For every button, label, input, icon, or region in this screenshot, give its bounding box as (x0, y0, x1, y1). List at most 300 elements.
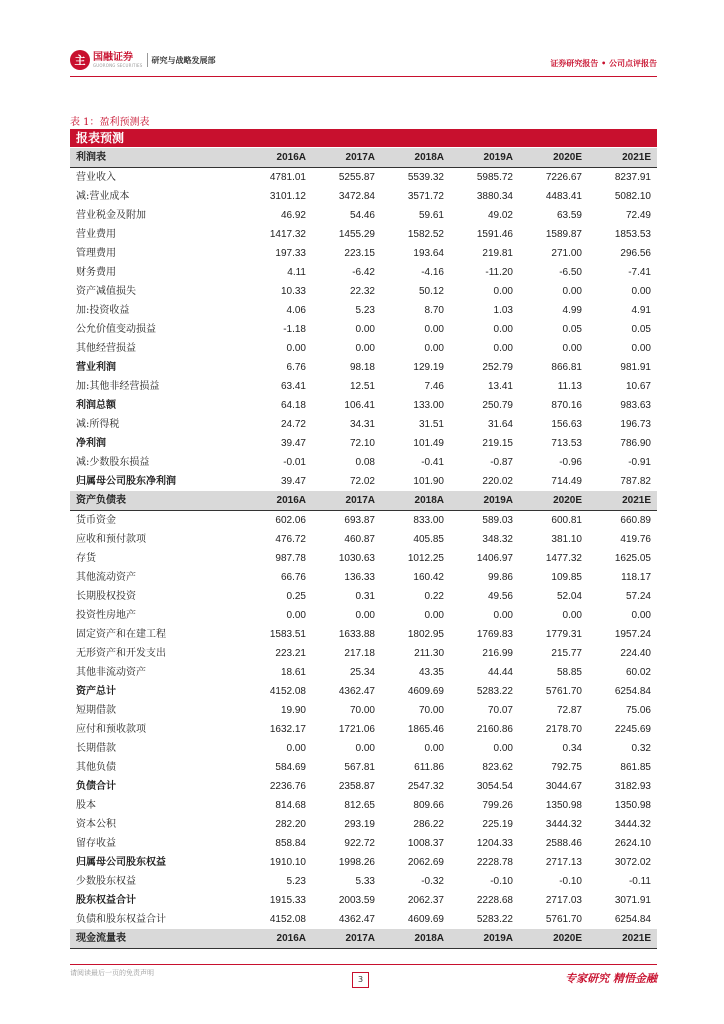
value-cell: 786.90 (620, 438, 651, 449)
row-label: 现金流量表 (70, 929, 243, 949)
value-cell: 193.64 (413, 248, 444, 259)
table-row (70, 282, 657, 301)
value-cell: 6254.84 (614, 914, 651, 925)
company-logo (70, 50, 216, 70)
value-cell: 5283.22 (476, 914, 513, 925)
row-label: 管理费用 (76, 248, 116, 259)
table-row (70, 511, 657, 531)
table-row (70, 815, 657, 834)
value-cell: 0.00 (631, 286, 651, 297)
logo-english-name: GUORONG SECURITIES (93, 62, 143, 68)
value-cell: 2588.46 (545, 838, 582, 849)
value-cell: 0.00 (631, 610, 651, 621)
row-label: 营业收入 (76, 172, 116, 183)
value-cell: 129.19 (413, 362, 444, 373)
value-cell: 57.24 (625, 591, 651, 602)
value-cell: 2160.86 (476, 724, 513, 735)
value-cell: 799.26 (482, 800, 513, 811)
value-cell: 2624.10 (614, 838, 651, 849)
value-cell: 7226.67 (545, 172, 582, 183)
value-cell: 136.33 (344, 572, 375, 583)
value-cell: 63.59 (556, 210, 582, 221)
row-label: 应收和预付款项 (76, 534, 146, 545)
table-row (70, 187, 657, 206)
value-cell: 39.47 (280, 438, 306, 449)
value-cell: 44.44 (487, 667, 513, 678)
year-header-cell: 2017A (312, 491, 381, 511)
value-cell: 0.00 (424, 610, 444, 621)
value-cell: 49.02 (487, 210, 513, 221)
value-cell: 133.00 (413, 400, 444, 411)
value-cell: 567.81 (344, 762, 375, 773)
year-header-cell: 2017A (312, 148, 381, 168)
value-cell: 99.86 (487, 572, 513, 583)
year-header-cell: 2019A (450, 148, 519, 168)
value-cell: 4152.08 (269, 914, 306, 925)
value-cell: 22.32 (349, 286, 375, 297)
value-cell: 250.79 (482, 400, 513, 411)
value-cell: 2062.69 (407, 857, 444, 868)
row-label: 股本 (76, 800, 96, 811)
value-cell: 25.34 (349, 667, 375, 678)
value-cell: 0.31 (355, 591, 375, 602)
value-cell: 3044.67 (545, 781, 582, 792)
value-cell: -11.20 (485, 267, 513, 278)
value-cell: 72.87 (556, 705, 582, 716)
row-label: 公允价值变动损益 (76, 324, 156, 335)
value-cell: 0.25 (286, 591, 306, 602)
value-cell: 46.92 (280, 210, 306, 221)
value-cell: 861.85 (620, 762, 651, 773)
financial-forecast-table (70, 148, 657, 949)
value-cell: 160.42 (413, 572, 444, 583)
disclaimer-note: 请阅读最后一页的免责声明 (70, 969, 154, 977)
table-row (70, 891, 657, 910)
value-cell: 5761.70 (545, 686, 582, 697)
value-cell: 282.20 (275, 819, 306, 830)
footer-divider (70, 964, 657, 965)
row-label: 营业税金及附加 (76, 210, 146, 221)
value-cell: 1589.87 (545, 229, 582, 240)
row-label: 负债合计 (76, 781, 116, 792)
year-header-cell: 2018A (381, 929, 450, 949)
value-cell: 72.49 (625, 210, 651, 221)
value-cell: 219.15 (482, 438, 513, 449)
table-row (70, 720, 657, 739)
table-row (70, 434, 657, 453)
year-header-cell: 2016A (243, 148, 312, 168)
value-cell: 1583.51 (269, 629, 306, 640)
logo-name: 国融证券 (93, 51, 133, 63)
year-header-cell: 2020E (519, 491, 588, 511)
table-row (70, 377, 657, 396)
value-cell: 981.91 (620, 362, 651, 373)
value-cell: 1477.32 (545, 553, 582, 564)
value-cell: 19.90 (280, 705, 306, 716)
value-cell: 1350.98 (614, 800, 651, 811)
value-cell: 0.00 (286, 343, 306, 354)
table-row (70, 625, 657, 644)
value-cell: 70.00 (349, 705, 375, 716)
row-label: 净利润 (76, 438, 106, 449)
value-cell: 72.10 (349, 438, 375, 449)
value-cell: 611.86 (414, 762, 444, 773)
value-cell: 0.00 (424, 324, 444, 335)
table-row (70, 301, 657, 320)
value-cell: 5539.32 (407, 172, 444, 183)
value-cell: 814.68 (275, 800, 306, 811)
row-label: 减:营业成本 (76, 191, 130, 202)
value-cell: 64.18 (280, 400, 306, 411)
value-cell: 1.03 (493, 305, 513, 316)
value-cell: 2717.13 (545, 857, 582, 868)
value-cell: 584.69 (275, 762, 306, 773)
department-name: 研究与战略发展部 (151, 55, 216, 65)
year-header-cell: 2021E (588, 491, 657, 511)
value-cell: 4152.08 (269, 686, 306, 697)
value-cell: 109.85 (551, 572, 582, 583)
value-cell: -0.11 (628, 876, 651, 887)
row-label: 固定资产和在建工程 (76, 629, 166, 640)
value-cell: 0.00 (562, 343, 582, 354)
table-row (70, 910, 657, 929)
value-cell: 70.07 (487, 705, 513, 716)
year-header-cell: 2017A (312, 929, 381, 949)
table-row (70, 396, 657, 415)
value-cell: 0.00 (355, 324, 375, 335)
value-cell: 1012.25 (407, 553, 444, 564)
logo-divider (147, 53, 148, 67)
table-row (70, 168, 657, 188)
value-cell: 600.81 (551, 515, 582, 526)
table-row (70, 796, 657, 815)
value-cell: 5.33 (355, 876, 375, 887)
value-cell: 1769.83 (476, 629, 513, 640)
value-cell: -0.10 (490, 876, 513, 887)
footer-slogan: 专家研究 精悟金融 (565, 972, 657, 985)
value-cell: 812.65 (344, 800, 375, 811)
value-cell: 3472.84 (338, 191, 375, 202)
value-cell: 0.34 (562, 743, 582, 754)
value-cell: 66.76 (280, 572, 306, 583)
value-cell: 419.76 (620, 534, 651, 545)
table-row (70, 701, 657, 720)
value-cell: 5.23 (355, 305, 375, 316)
year-header-cell: 2021E (588, 148, 657, 168)
value-cell: 1632.17 (269, 724, 306, 735)
row-label: 股东权益合计 (76, 895, 136, 906)
value-cell: 58.85 (556, 667, 582, 678)
value-cell: 2178.70 (545, 724, 582, 735)
table-row (70, 872, 657, 891)
value-cell: 223.15 (344, 248, 375, 259)
value-cell: 1721.06 (338, 724, 375, 735)
table-row (70, 853, 657, 872)
value-cell: 4.99 (562, 305, 582, 316)
value-cell: 3101.12 (269, 191, 306, 202)
row-label: 短期借款 (76, 705, 116, 716)
row-label: 利润总额 (76, 400, 116, 411)
value-cell: 271.00 (551, 248, 582, 259)
year-header-cell: 2019A (450, 929, 519, 949)
value-cell: 286.22 (413, 819, 444, 830)
value-cell: 1915.33 (269, 895, 306, 906)
value-cell: 660.89 (620, 515, 651, 526)
value-cell: 348.32 (482, 534, 513, 545)
value-cell: 1030.63 (338, 553, 375, 564)
value-cell: 11.13 (557, 381, 582, 392)
table-caption: 表 1：盈利预测表 (70, 117, 150, 128)
value-cell: 4.06 (286, 305, 306, 316)
value-cell: 0.00 (286, 610, 306, 621)
value-cell: 0.00 (562, 610, 582, 621)
row-label: 营业费用 (76, 229, 116, 240)
value-cell: 0.00 (493, 743, 513, 754)
value-cell: 833.00 (413, 515, 444, 526)
value-cell: 217.18 (344, 648, 375, 659)
value-cell: -0.10 (559, 876, 582, 887)
row-label: 其他负债 (76, 762, 116, 773)
value-cell: 49.56 (487, 591, 513, 602)
value-cell: 223.21 (275, 648, 306, 659)
report-type: 证券研究报告 • 公司点评报告 (550, 59, 657, 68)
value-cell: 101.90 (413, 476, 444, 487)
value-cell: 1406.97 (476, 553, 513, 564)
value-cell: 1455.29 (338, 229, 375, 240)
table-row (70, 682, 657, 701)
table-row (70, 453, 657, 472)
value-cell: 0.00 (355, 343, 375, 354)
value-cell: 714.49 (551, 476, 582, 487)
value-cell: 4781.01 (269, 172, 306, 183)
value-cell: -6.50 (559, 267, 582, 278)
value-cell: 0.00 (493, 286, 513, 297)
value-cell: 252.79 (482, 362, 513, 373)
value-cell: 1350.98 (545, 800, 582, 811)
row-label: 长期股权投资 (76, 591, 136, 602)
row-label: 长期借款 (76, 743, 116, 754)
table-row (70, 472, 657, 491)
value-cell: 118.17 (621, 572, 651, 583)
table-row (70, 530, 657, 549)
value-cell: 5283.22 (476, 686, 513, 697)
value-cell: 792.75 (551, 762, 582, 773)
value-cell: 4362.47 (338, 914, 375, 925)
value-cell: -0.96 (559, 457, 582, 468)
row-label: 资本公积 (76, 819, 116, 830)
page-number: 3 (352, 972, 369, 988)
value-cell: 6254.84 (614, 686, 651, 697)
header-divider (70, 76, 657, 77)
value-cell: 809.66 (413, 800, 444, 811)
value-cell: 983.63 (620, 400, 651, 411)
row-label: 货币资金 (76, 515, 116, 526)
page-header (70, 48, 657, 78)
value-cell: 70.00 (418, 705, 444, 716)
value-cell: 0.00 (493, 343, 513, 354)
year-header-cell: 2016A (243, 929, 312, 949)
value-cell: 713.53 (551, 438, 582, 449)
value-cell: -6.42 (352, 267, 375, 278)
value-cell: 0.00 (286, 743, 306, 754)
value-cell: 1779.31 (545, 629, 582, 640)
value-cell: 59.61 (418, 210, 444, 221)
row-label: 无形资产和开发支出 (76, 648, 166, 659)
value-cell: 296.56 (620, 248, 651, 259)
value-cell: 3072.02 (614, 857, 651, 868)
value-cell: 5985.72 (476, 172, 513, 183)
value-cell: 2358.87 (338, 781, 375, 792)
value-cell: -7.41 (628, 267, 651, 278)
row-label: 投资性房地产 (76, 610, 136, 621)
value-cell: 870.16 (551, 400, 582, 411)
value-cell: 0.05 (631, 324, 651, 335)
table-row (70, 834, 657, 853)
value-cell: 0.32 (631, 743, 651, 754)
value-cell: 0.00 (562, 286, 582, 297)
row-label: 留存收益 (76, 838, 116, 849)
table-row (70, 225, 657, 244)
value-cell: 2003.59 (338, 895, 375, 906)
value-cell: 10.33 (280, 286, 306, 297)
table-row (70, 568, 657, 587)
value-cell: 1802.95 (407, 629, 444, 640)
value-cell: 197.33 (275, 248, 306, 259)
value-cell: 3071.91 (614, 895, 651, 906)
value-cell: 39.47 (280, 476, 306, 487)
table-row (70, 739, 657, 758)
table-row (70, 606, 657, 625)
value-cell: 0.00 (424, 343, 444, 354)
value-cell: 196.73 (620, 419, 651, 430)
value-cell: 1591.46 (476, 229, 513, 240)
table-row (70, 644, 657, 663)
value-cell: 12.51 (349, 381, 375, 392)
value-cell: 72.02 (349, 476, 375, 487)
logo-mark-icon: 主 (70, 50, 90, 70)
value-cell: -0.91 (628, 457, 651, 468)
value-cell: 4.91 (631, 305, 651, 316)
value-cell: 5255.87 (338, 172, 375, 183)
row-label: 财务费用 (76, 267, 116, 278)
value-cell: 156.63 (551, 419, 582, 430)
value-cell: 75.06 (625, 705, 651, 716)
value-cell: 8.70 (424, 305, 444, 316)
value-cell: 52.04 (556, 591, 582, 602)
table-row (70, 358, 657, 377)
table-section-header (70, 148, 657, 168)
value-cell: 3444.32 (545, 819, 582, 830)
value-cell: 476.72 (275, 534, 306, 545)
table-row (70, 777, 657, 796)
value-cell: 1853.53 (614, 229, 651, 240)
value-cell: 1910.10 (269, 857, 306, 868)
value-cell: 787.82 (620, 476, 651, 487)
year-header-cell: 2020E (519, 148, 588, 168)
row-label: 负债和股东权益合计 (76, 914, 166, 925)
value-cell: 219.81 (482, 248, 513, 259)
table-row (70, 758, 657, 777)
value-cell: 3444.32 (614, 819, 651, 830)
value-cell: 2547.32 (407, 781, 444, 792)
value-cell: 4.11 (287, 267, 306, 278)
value-cell: 0.00 (493, 324, 513, 335)
table-row (70, 663, 657, 682)
value-cell: 3880.34 (476, 191, 513, 202)
value-cell: 1008.37 (407, 838, 444, 849)
value-cell: 7.46 (424, 381, 444, 392)
value-cell: 101.49 (413, 438, 444, 449)
value-cell: -4.16 (421, 267, 444, 278)
row-label: 其他经营损益 (76, 343, 136, 354)
value-cell: 5082.10 (614, 191, 651, 202)
table-row (70, 339, 657, 358)
value-cell: 0.00 (631, 343, 651, 354)
row-label: 少数股东权益 (76, 876, 136, 887)
value-cell: 0.00 (355, 610, 375, 621)
value-cell: 215.77 (551, 648, 582, 659)
value-cell: 0.00 (493, 610, 513, 621)
value-cell: 2228.68 (476, 895, 513, 906)
year-header-cell: 2018A (381, 148, 450, 168)
value-cell: 3571.72 (407, 191, 444, 202)
value-cell: -1.18 (283, 324, 306, 335)
value-cell: 0.08 (355, 457, 375, 468)
value-cell: 858.84 (275, 838, 306, 849)
value-cell: 2717.03 (545, 895, 582, 906)
value-cell: 63.41 (280, 381, 306, 392)
value-cell: 693.87 (344, 515, 375, 526)
value-cell: 3182.93 (614, 781, 651, 792)
value-cell: 8237.91 (614, 172, 651, 183)
value-cell: 13.41 (487, 381, 513, 392)
row-label: 加:其他非经营损益 (76, 381, 160, 392)
value-cell: 1204.33 (476, 838, 513, 849)
table-row (70, 206, 657, 225)
value-cell: 823.62 (482, 762, 513, 773)
row-label: 资产减值损失 (76, 286, 136, 297)
value-cell: 602.06 (275, 515, 306, 526)
value-cell: 1417.32 (269, 229, 306, 240)
value-cell: 18.61 (280, 667, 306, 678)
row-label: 归属母公司股东权益 (76, 857, 166, 868)
value-cell: 224.40 (620, 648, 651, 659)
table-banner-title: 报表预测 (70, 129, 657, 147)
value-cell: 4609.69 (407, 686, 444, 697)
table-row (70, 587, 657, 606)
value-cell: 4362.47 (338, 686, 375, 697)
value-cell: 3054.54 (476, 781, 513, 792)
row-label: 减:少数股东损益 (76, 457, 150, 468)
row-label: 营业利润 (76, 362, 116, 373)
value-cell: 1998.26 (338, 857, 375, 868)
row-label: 加:投资收益 (76, 305, 130, 316)
value-cell: 2236.76 (269, 781, 306, 792)
value-cell: 4609.69 (407, 914, 444, 925)
value-cell: 50.12 (418, 286, 444, 297)
row-label: 利润表 (70, 148, 243, 168)
value-cell: 987.78 (275, 553, 306, 564)
value-cell: 98.18 (349, 362, 375, 373)
row-label: 其他流动资产 (76, 572, 136, 583)
value-cell: -0.01 (283, 457, 306, 468)
table-row (70, 244, 657, 263)
value-cell: 211.30 (414, 648, 444, 659)
value-cell: 0.05 (562, 324, 582, 335)
value-cell: 1957.24 (614, 629, 651, 640)
value-cell: 2245.69 (614, 724, 651, 735)
value-cell: 31.51 (418, 419, 444, 430)
